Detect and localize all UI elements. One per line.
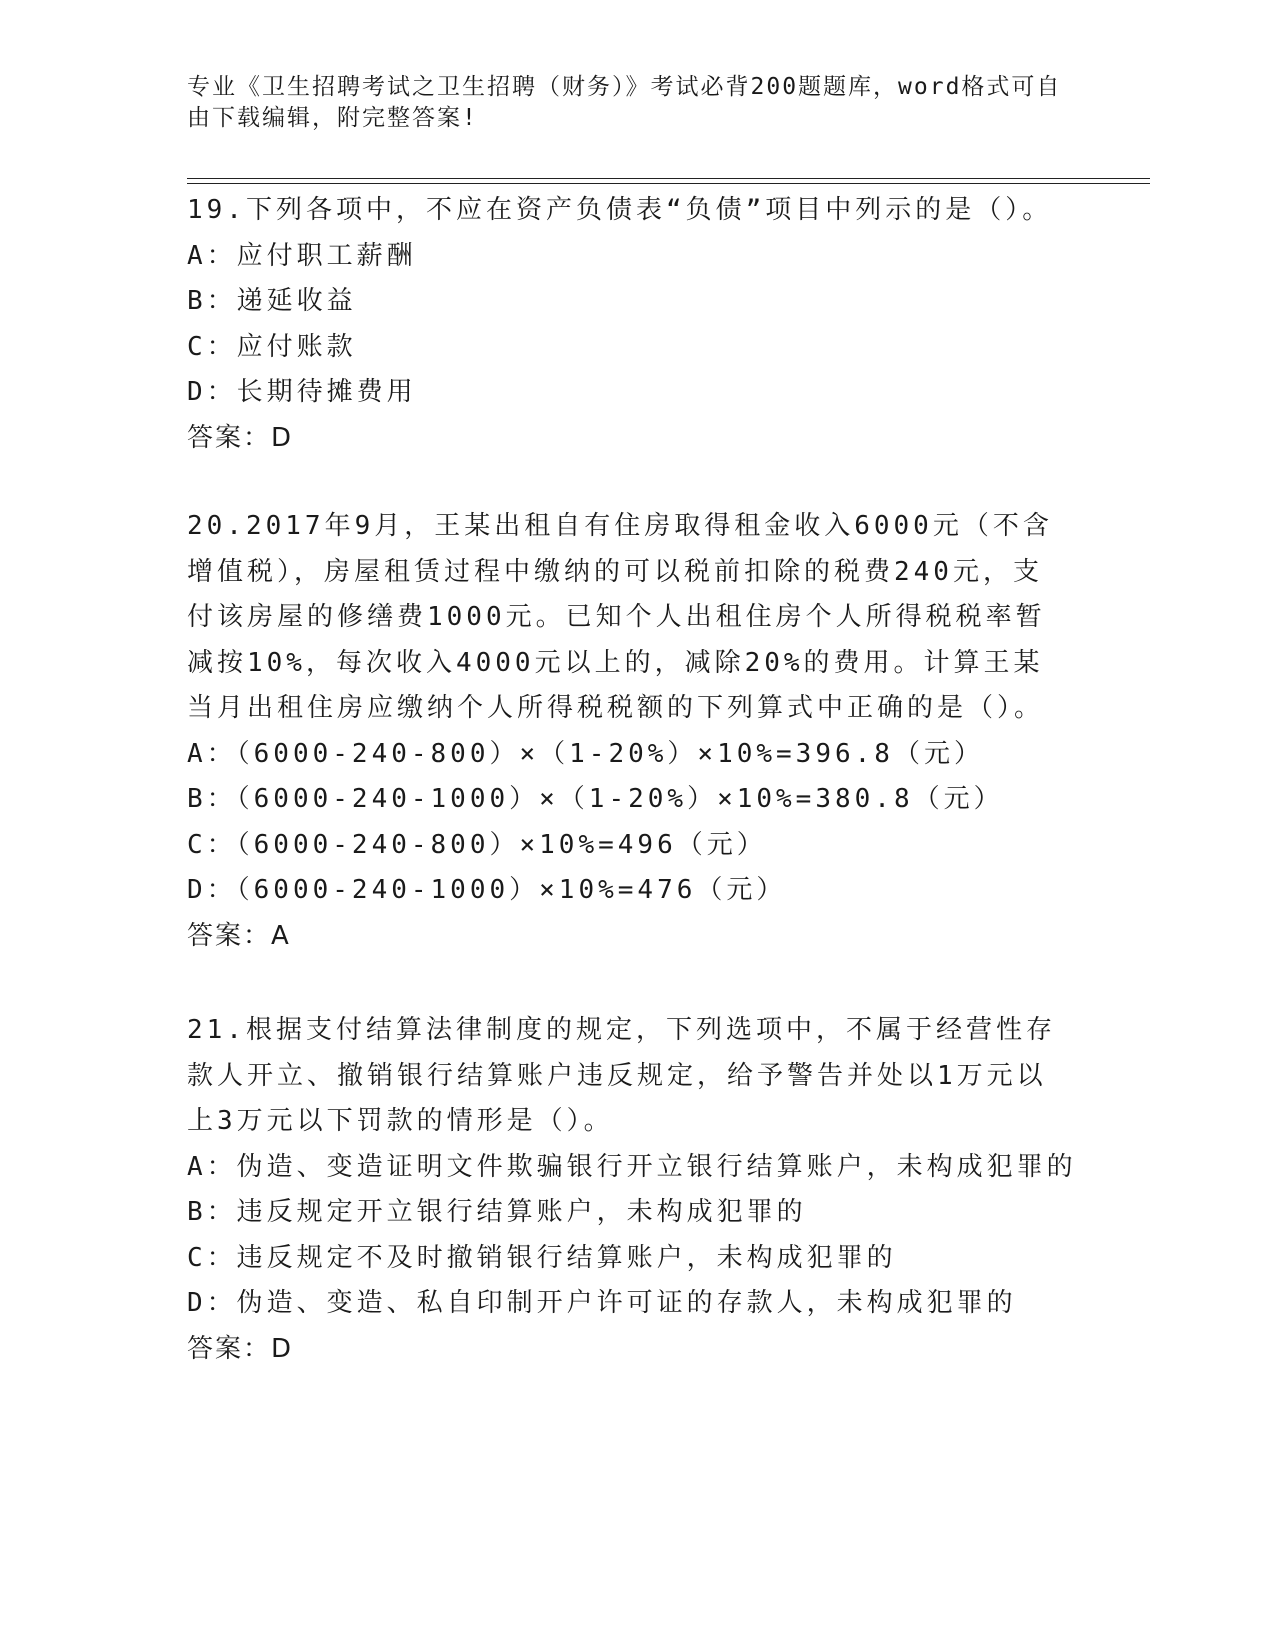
question-19 xyxy=(187,188,1067,461)
question-stem: 19.下列各项中，不应在资产负债表“负债”项目中列示的是（）。 xyxy=(187,195,1053,225)
option-a: A：应付职工薪酬 xyxy=(187,240,417,271)
option-d: D：伪造、变造、私自印制开户许可证的存款人，未构成犯罪的 xyxy=(187,1288,1017,1318)
option-d: D：（6000-240-1000）×10%=476（元） xyxy=(187,875,787,905)
option-a: A：（6000-240-800）×（1-20%）×10%=396.8（元） xyxy=(187,738,984,769)
answer: 答案：A xyxy=(187,920,291,951)
question-stem: 20.2017年9月，王某出租自有住房取得租金收入6000元（不含增值税），房屋租赁过程中缴纳的可以税前扣除的税费240元，支付该房屋的修缮费1000元。已知个人出租住房个人所得税税率暂减按10%，每次收入4000元以上的，减除20%的费用。计算王某当月出租住房应缴纳个人所得税税额的下列算式中正确的是（）。 xyxy=(187,511,1053,723)
answer: 答案：D xyxy=(187,1333,294,1364)
question-stem: 21.根据支付结算法律制度的规定，下列选项中，不属于经营性存款人开立、撤销银行结算账户违反规定，给予警告并处以1万元以上3万元以下罚款的情形是（）。 xyxy=(187,1015,1056,1136)
header-title-line-1: 专业《卫生招聘考试之卫生招聘（财务）》考试必背200题题库，word格式可自 xyxy=(187,74,1062,100)
option-c: C：应付账款 xyxy=(187,331,357,362)
option-b: B：递延收益 xyxy=(187,286,357,316)
header-divider-top xyxy=(187,178,1150,179)
answer: 答案：D xyxy=(187,422,294,453)
option-c: C：（6000-240-800）×10%=496（元） xyxy=(187,829,767,860)
option-b: B：违反规定开立银行结算账户，未构成犯罪的 xyxy=(187,1197,807,1227)
option-c: C：违反规定不及时撤销银行结算账户，未构成犯罪的 xyxy=(187,1242,897,1273)
header-divider-bottom xyxy=(187,183,1150,184)
document-header xyxy=(187,72,1067,134)
option-a: A：伪造、变造证明文件欺骗银行开立银行结算账户，未构成犯罪的 xyxy=(187,1151,1077,1182)
question-20 xyxy=(187,504,1067,959)
option-b: B：（6000-240-1000）×（1-20%）×10%=380.8（元） xyxy=(187,784,1004,814)
option-d: D：长期待摊费用 xyxy=(187,377,417,407)
header-title-line-2: 由下载编辑，附完整答案! xyxy=(187,105,478,131)
question-21 xyxy=(187,1008,1077,1372)
